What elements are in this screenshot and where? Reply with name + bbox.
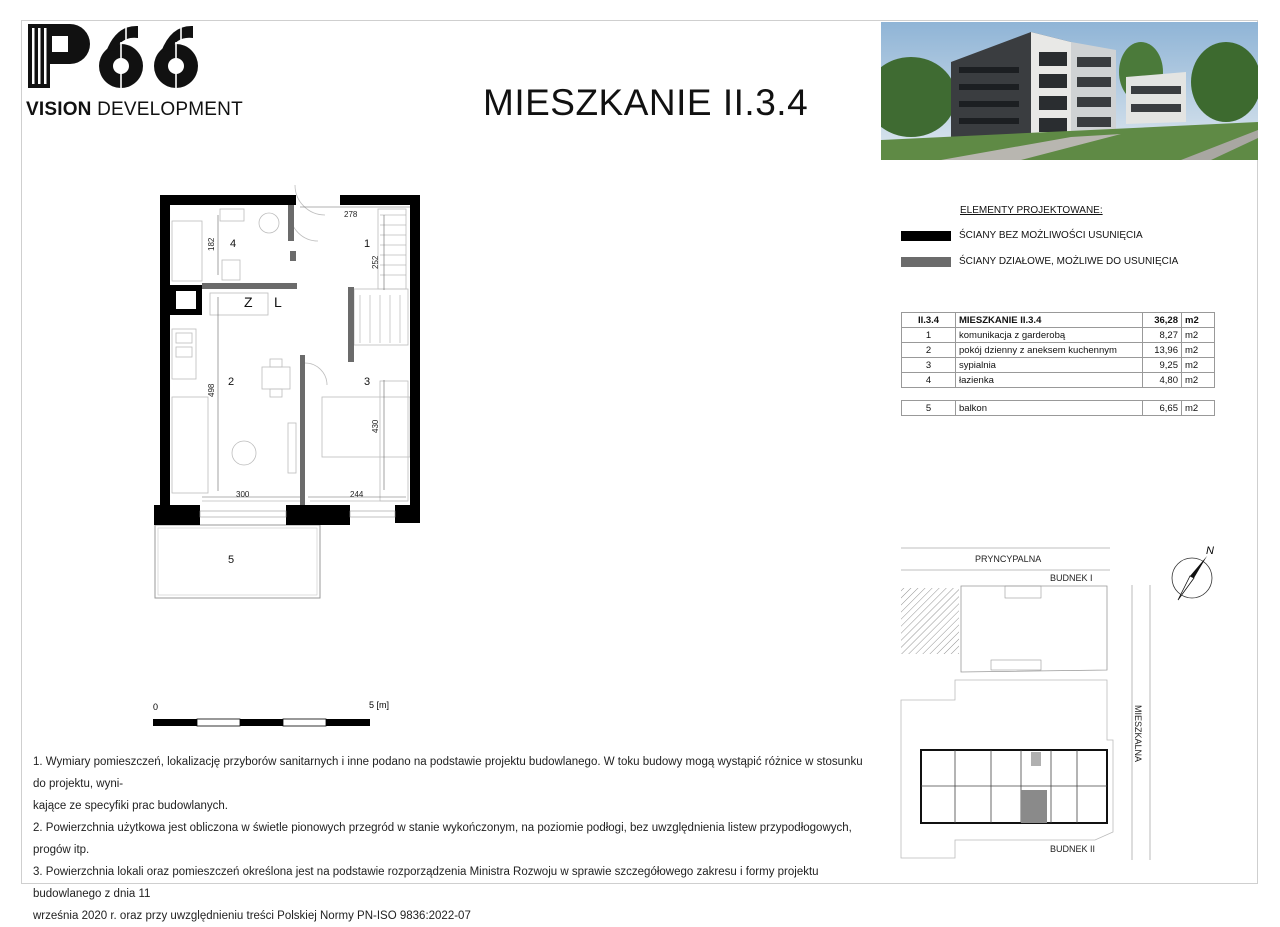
table-row: 4 łazienka 4,80 m2 [902, 373, 1215, 388]
note-line: września 2020 r. oraz przy uwzględnieniu treści Polskiej Normy PN-ISO 9836:2022-07 [33, 910, 471, 922]
scale-start-label: 0 [153, 702, 159, 712]
building-1-label: BUDNEK I [1050, 573, 1093, 583]
floor-plan [140, 185, 440, 610]
table-row: 5 balkon 6,65 m2 [902, 401, 1215, 416]
room-number-3: 3 [364, 376, 371, 388]
street-label-right: MIESZKALNA [1133, 705, 1143, 763]
notes [33, 751, 863, 927]
north-label: N [1206, 545, 1214, 557]
mark-z: Z [244, 294, 253, 310]
room-number-4: 4 [230, 238, 237, 250]
legend-swatch-grey [901, 257, 951, 267]
table-row: 2 pokój dzienny z aneksem kuchennym 13,96 m2 [902, 343, 1215, 358]
legend-swatch-black [901, 231, 951, 241]
table-header-row: II.3.4 MIESZKANIE II.3.4 36,28 m2 [902, 313, 1215, 328]
p66-logo [26, 22, 206, 92]
room-number-2: 2 [228, 376, 235, 388]
legend-title: ELEMENTY PROJEKTOWANE: [960, 205, 1103, 216]
note-line: 1. Wymiary pomieszczeń, lokalizację przyborów sanitarnych i inne podano na podstawie projektu budowlanego. W toku budowy mogą wystąpić różnice w stosunku do projektu, wyni- [33, 756, 863, 790]
page-title: MIESZKANIE II.3.4 [483, 82, 809, 123]
dimension-182: 182 [207, 237, 216, 251]
dimension-300: 300 [236, 490, 250, 499]
dimension-252: 252 [371, 255, 380, 269]
dimension-498: 498 [207, 383, 216, 397]
dimension-278: 278 [344, 210, 358, 219]
brand-name: VISION DEVELOPMENT [26, 99, 243, 120]
table-row: 1 komunikacja z garderobą 8,27 m2 [902, 328, 1215, 343]
building-render-image [881, 22, 1258, 160]
table-row: 3 sypialnia 9,25 m2 [902, 358, 1215, 373]
room-number-1: 1 [364, 238, 371, 250]
note-line: 2. Powierzchnia użytkowa jest obliczona w świetle pionowych przegród w stanie wykończonym, na poziomie podłogi, bez uwzględnienia listew przypodłogowych, progów itp. [33, 822, 852, 856]
dimension-244: 244 [350, 490, 364, 499]
rooms-table [901, 312, 1215, 388]
room-number-5: 5 [228, 554, 235, 566]
scale-end-label: 5 [m] [369, 700, 390, 710]
scale-bar [150, 695, 400, 730]
dimension-430: 430 [371, 419, 380, 433]
note-line: 3. Powierzchnia lokali oraz pomieszczeń określona jest na podstawie rozporządzenia Ministra Rozwoju w sprawie szczegółowego zakresu i formy projektu budowlanego z dnia 11 [33, 866, 819, 900]
street-label-top: PRYNCYPALNA [975, 554, 1042, 564]
building-2-label: BUDNEK II [1050, 844, 1096, 854]
north-arrow-icon [1170, 542, 1220, 604]
balcony-table [901, 400, 1215, 416]
mark-l: L [274, 294, 282, 310]
note-line: kające ze specyfiki prac budowlanych. [33, 800, 228, 812]
